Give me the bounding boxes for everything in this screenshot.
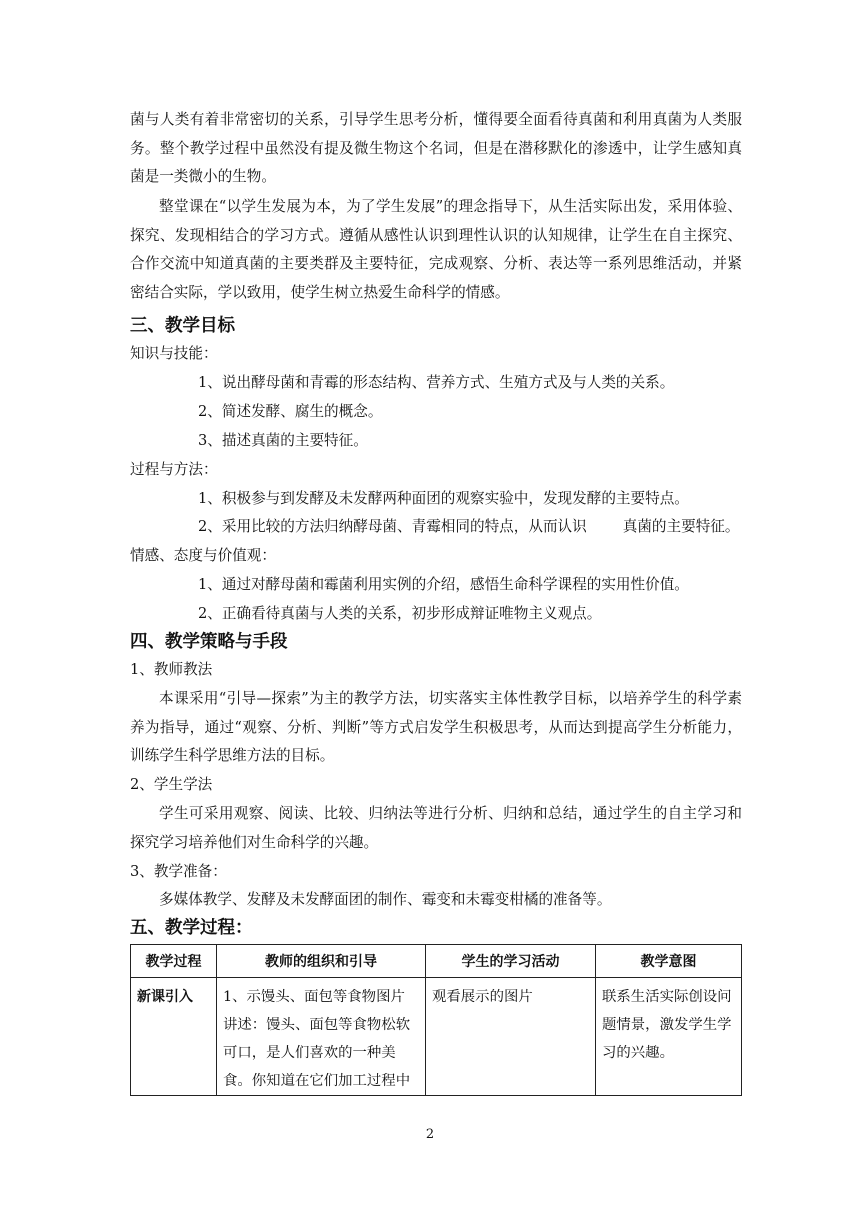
- header-teaching-intent: 教学意图: [596, 945, 742, 978]
- teaching-method-label: 1、教师教法: [130, 661, 213, 678]
- section-5-heading: 五、教学过程：: [130, 918, 253, 938]
- process-item-2-part-a: 2、采用比较的方法归纳酵母菌、青霉相同的特点，从而认识: [198, 518, 587, 535]
- process-item-2: [198, 513, 740, 541]
- cell-student: 观看展示的图片: [426, 978, 596, 1096]
- emotion-values-label: 情感、态度与价值观：: [130, 547, 276, 564]
- knowledge-skills-label: 知识与技能：: [130, 345, 218, 362]
- learning-method-label: 2、学生学法: [130, 776, 213, 793]
- knowledge-item-2: 2、简述发酵、腐生的概念。: [198, 403, 383, 420]
- knowledge-item-1: 1、说出酵母菌和青霉的形态结构、营养方式、生殖方式及与人类的关系。: [198, 374, 675, 391]
- intro-paragraph-1: 菌与人类有着非常密切的关系，引导学生思考分析，懂得要全面看待真菌和利用真菌为人类服务。整个教学过程中虽然没有提及微生物这个名词，但是在潜移默化的渗透中，让学生感知真菌是一类微小的生物。: [130, 111, 742, 185]
- preparation-text: 多媒体教学、发酵及未发酵面团的制作、霉变和未霉变柑橘的准备等。: [159, 891, 612, 908]
- header-teacher-guidance: 教师的组织和引导: [217, 945, 426, 978]
- table-header-row: [131, 945, 742, 978]
- emotion-item-1: 1、通过对酵母菌和霉菌利用实例的介绍，感悟生命科学课程的实用性价值。: [198, 576, 689, 593]
- header-student-activity: 学生的学习活动: [426, 945, 596, 978]
- process-item-1: 1、积极参与到发酵及未发酵两种面团的观察实验中，发现发酵的主要特点。: [198, 490, 689, 507]
- section-3-heading: 三、教学目标: [130, 316, 235, 336]
- process-item-2-part-b: 真菌的主要特征。: [622, 518, 740, 535]
- emotion-item-2: 2、正确看待真菌与人类的关系，初步形成辩证唯物主义观点。: [198, 605, 602, 622]
- page-number: 2: [425, 1127, 435, 1142]
- teaching-method-text: 本课采用“引导—探索”为主的教学方法，切实落实主体性教学目标，以培养学生的科学素养为指导，通过“观察、分析、判断”等方式启发学生积极思考，从而达到提高学生分析能力，训练学生科学思维方法的目标。: [130, 690, 742, 764]
- cell-intent: 联系生活实际创设问题情景，激发学生学习的兴趣。: [596, 978, 742, 1096]
- section-4-heading: 四、教学策略与手段: [130, 632, 288, 652]
- header-teaching-process: 教学过程: [131, 945, 217, 978]
- knowledge-item-3: 3、描述真菌的主要特征。: [198, 432, 368, 449]
- process-methods-label: 过程与方法：: [130, 461, 218, 478]
- preparation-label: 3、教学准备：: [130, 863, 227, 880]
- learning-method-text: 学生可采用观察、阅读、比较、归纳法等进行分析、归纳和总结，通过学生的自主学习和探究学习培养他们对生命科学的兴趣。: [130, 805, 742, 851]
- teaching-process-table: [130, 944, 742, 1096]
- cell-teacher: 1、示馒头、面包等食物图片讲述：馒头、面包等食物松软可口，是人们喜欢的一种美食。你知道在它们加工过程中: [217, 978, 426, 1096]
- table-row: [131, 978, 742, 1096]
- intro-paragraph-2: 整堂课在“以学生发展为本，为了学生发展”的理念指导下，从生活实际出发，采用体验、探究、发现相结合的学习方式。遵循从感性认识到理性认识的认知规律，让学生在自主探究、合作交流中知道真菌的主要类群及主要特征，完成观察、分析、表达等一系列思维活动，并紧密结合实际，学以致用，使学生树立热爱生命科学的情感。: [130, 198, 742, 301]
- cell-stage: 新课引入: [131, 978, 217, 1096]
